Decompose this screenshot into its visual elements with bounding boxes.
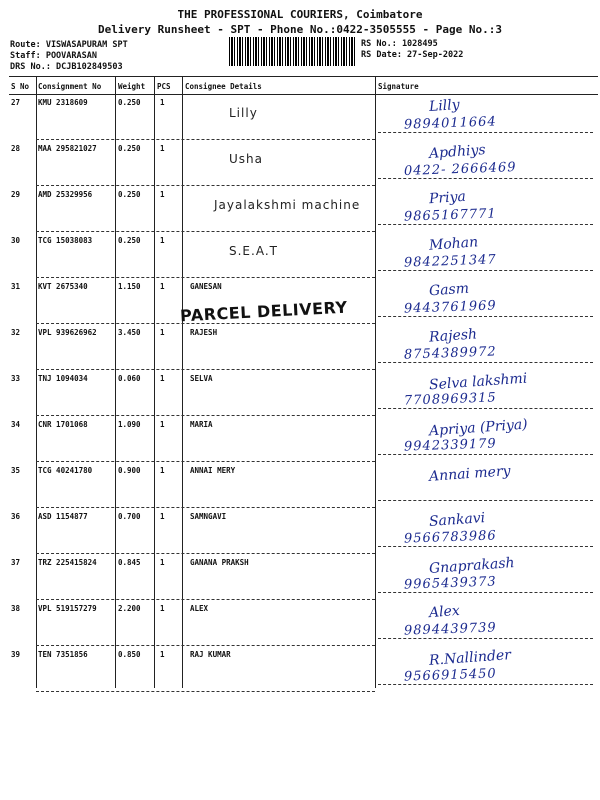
signature-phone: 7708969315 xyxy=(403,390,497,409)
row-pcs: 1 xyxy=(160,98,165,107)
table-row xyxy=(9,600,598,646)
row-sno: 35 xyxy=(11,466,21,475)
row-consignment-no: AMD 25329956 xyxy=(38,190,93,199)
signature-line xyxy=(378,362,593,363)
rs-date: RS Date: 27-Sep-2022 xyxy=(361,50,464,60)
handwritten-consignee: Jayalakshmi machine xyxy=(214,198,361,212)
row-pcs: 1 xyxy=(160,374,165,383)
row-consignment-no: TCG 40241780 xyxy=(38,466,93,475)
row-pcs: 1 xyxy=(160,650,165,659)
row-consignee: ANNAI MERY xyxy=(190,466,236,475)
runsheet-table xyxy=(9,76,598,688)
row-consignee: GANANA PRAKSH xyxy=(190,558,249,567)
col-header-sno: S No xyxy=(11,82,30,91)
signature: Sankavi xyxy=(428,510,486,530)
row-sno: 34 xyxy=(11,420,21,429)
signature-phone: 9566783986 xyxy=(403,528,497,547)
row-consignment-no: TNJ 1094034 xyxy=(38,374,88,383)
row-consignment-no: MAA 295821027 xyxy=(38,144,97,153)
table-row xyxy=(9,416,598,462)
table-row xyxy=(9,554,598,600)
row-consignment-no: ASD 1154877 xyxy=(38,512,88,521)
row-pcs: 1 xyxy=(160,190,165,199)
row-pcs: 1 xyxy=(160,466,165,475)
table-row xyxy=(9,324,598,370)
route-label: Route: VISWASAPURAM SPT xyxy=(10,40,128,50)
table-row xyxy=(9,462,598,508)
signature-phone: 9443761969 xyxy=(403,298,497,317)
row-weight: 0.700 xyxy=(118,512,141,521)
signature-phone: 0422- 2666469 xyxy=(403,160,517,179)
signature: Selva lakshmi xyxy=(428,370,528,394)
signature-phone: 9894439739 xyxy=(403,620,497,639)
row-consignee: SAMNGAVI xyxy=(190,512,227,521)
row-consignee: GANESAN xyxy=(190,282,222,291)
row-consignment-no: TEN 7351856 xyxy=(38,650,88,659)
row-pcs: 1 xyxy=(160,420,165,429)
signature-line xyxy=(378,684,593,685)
row-sno: 37 xyxy=(11,558,21,567)
table-row xyxy=(9,94,598,140)
table-row xyxy=(9,508,598,554)
signature-line xyxy=(378,132,593,133)
row-consignment-no: TCG 15038083 xyxy=(38,236,93,245)
row-weight: 0.845 xyxy=(118,558,141,567)
signature-phone: 9942339179 xyxy=(403,436,497,455)
row-weight: 1.090 xyxy=(118,420,141,429)
signature: Alex xyxy=(428,602,461,622)
signature-phone: 9894011664 xyxy=(403,114,497,133)
row-pcs: 1 xyxy=(160,282,165,291)
runsheet-title: Delivery Runsheet - SPT - Phone No.:0422-3505555 - Page No.:3 xyxy=(98,23,502,36)
row-weight: 2.200 xyxy=(118,604,141,613)
signature: Rajesh xyxy=(428,326,478,346)
row-weight: 0.250 xyxy=(118,190,141,199)
signature: Gasm xyxy=(428,280,470,300)
row-sno: 28 xyxy=(11,144,21,153)
signature: R.Nallinder xyxy=(428,647,512,669)
row-consignee: RAJESH xyxy=(190,328,218,337)
signature: Annai mery xyxy=(428,463,512,485)
col-header-pcs: PCS xyxy=(157,82,171,91)
signature-line xyxy=(378,178,593,179)
row-pcs: 1 xyxy=(160,144,165,153)
row-consignment-no: KVT 2675340 xyxy=(38,282,88,291)
table-row xyxy=(9,140,598,186)
handwritten-consignee: S.E.A.T xyxy=(229,244,278,258)
col-header-consignee: Consignee Details xyxy=(185,82,262,91)
table-row xyxy=(9,232,598,278)
signature-phone: 9965439373 xyxy=(403,574,497,593)
row-consignee: RAJ KUMAR xyxy=(190,650,231,659)
signature-line xyxy=(378,454,593,455)
handwritten-consignee: Usha xyxy=(229,152,263,166)
row-weight: 0.250 xyxy=(118,236,141,245)
barcode xyxy=(229,37,356,66)
signature-phone: 8754389972 xyxy=(403,344,497,363)
row-consignee: SELVA xyxy=(190,374,213,383)
signature-line xyxy=(378,592,593,593)
row-sno: 39 xyxy=(11,650,21,659)
row-consignee: MARIA xyxy=(190,420,213,429)
signature-line xyxy=(378,500,593,501)
signature: Apdhiys xyxy=(428,142,487,162)
row-sno: 31 xyxy=(11,282,21,291)
table-top-border xyxy=(9,76,598,77)
parcel-delivery-stamp: PARCEL DELIVERY xyxy=(179,297,348,326)
row-weight: 3.450 xyxy=(118,328,141,337)
signature-phone: 9566915450 xyxy=(403,666,497,685)
signature-line xyxy=(378,270,593,271)
row-consignment-no: VPL 939626962 xyxy=(38,328,97,337)
row-pcs: 1 xyxy=(160,558,165,567)
col-header-weight: Weight xyxy=(118,82,146,91)
row-weight: 0.850 xyxy=(118,650,141,659)
row-consignee: ALEX xyxy=(190,604,209,613)
signature-line xyxy=(378,224,593,225)
row-pcs: 1 xyxy=(160,328,165,337)
handwritten-consignee: Lilly xyxy=(229,106,258,120)
company-title: THE PROFESSIONAL COURIERS, Coimbatore xyxy=(177,8,423,21)
signature-phone: 9842251347 xyxy=(403,252,497,271)
row-weight: 0.250 xyxy=(118,98,141,107)
signature-line xyxy=(378,316,593,317)
row-consignment-no: TRZ 225415824 xyxy=(38,558,97,567)
rs-number: RS No.: 1028495 xyxy=(361,39,438,49)
row-weight: 0.900 xyxy=(118,466,141,475)
row-weight: 1.150 xyxy=(118,282,141,291)
row-consignment-no: VPL 519157279 xyxy=(38,604,97,613)
signature-line xyxy=(378,408,593,409)
row-sno: 32 xyxy=(11,328,21,337)
row-weight: 0.060 xyxy=(118,374,141,383)
table-row xyxy=(9,370,598,416)
signature: Lilly xyxy=(428,96,461,116)
row-sno: 36 xyxy=(11,512,21,521)
col-header-signature: Signature xyxy=(378,82,419,91)
row-consignment-no: KMU 2318609 xyxy=(38,98,88,107)
row-sno: 27 xyxy=(11,98,21,107)
row-divider xyxy=(36,691,375,692)
row-pcs: 1 xyxy=(160,236,165,245)
signature-line xyxy=(378,638,593,639)
row-sno: 29 xyxy=(11,190,21,199)
row-sno: 33 xyxy=(11,374,21,383)
signature: Gnaprakash xyxy=(428,555,516,577)
row-weight: 0.250 xyxy=(118,144,141,153)
row-sno: 30 xyxy=(11,236,21,245)
drs-label: DRS No.: DCJB102849503 xyxy=(10,62,123,72)
row-sno: 38 xyxy=(11,604,21,613)
signature-phone: 9865167771 xyxy=(403,206,497,225)
staff-label: Staff: POOVARASAN xyxy=(10,51,97,61)
table-row xyxy=(9,186,598,232)
row-pcs: 1 xyxy=(160,512,165,521)
col-header-consignment: Consignment No xyxy=(38,82,102,91)
signature-line xyxy=(378,546,593,547)
signature: Mohan xyxy=(428,234,479,254)
row-consignment-no: CNR 1701068 xyxy=(38,420,88,429)
row-pcs: 1 xyxy=(160,604,165,613)
signature: Priya xyxy=(428,188,467,208)
signature: Apriya (Priya) xyxy=(428,416,529,440)
table-row xyxy=(9,646,598,692)
